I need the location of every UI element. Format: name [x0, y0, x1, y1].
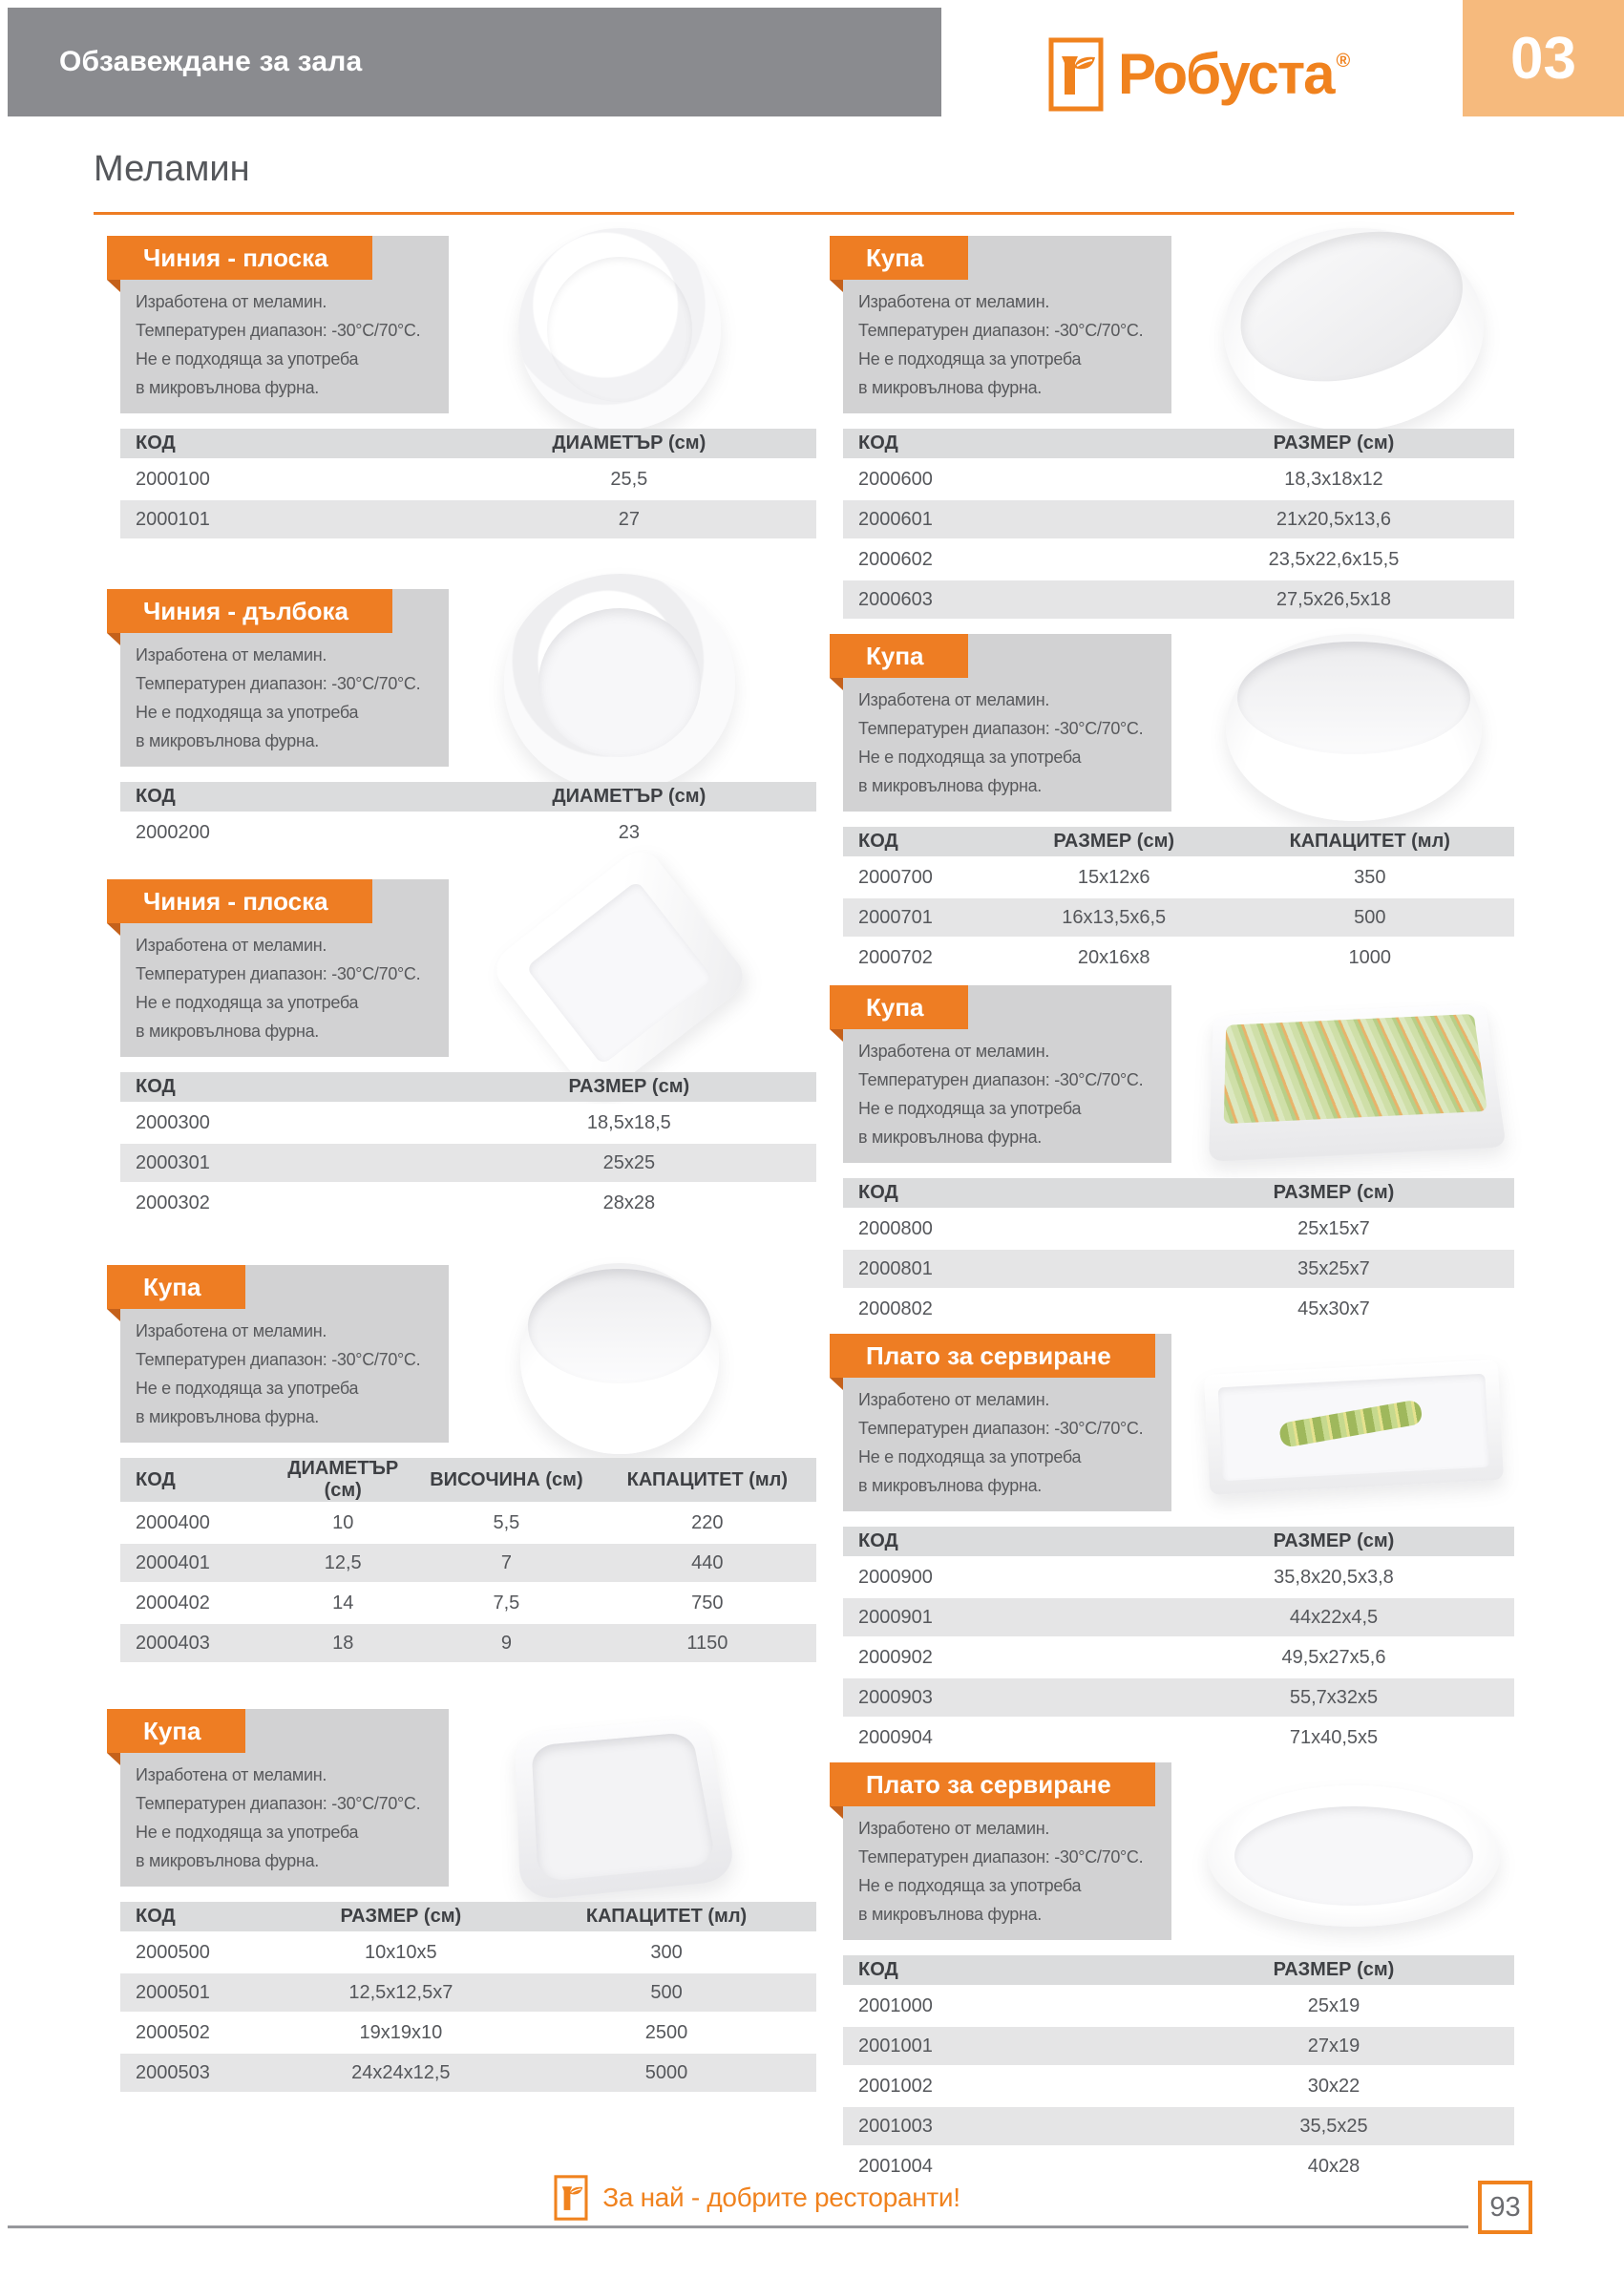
- section-title-ribbon: [107, 1265, 245, 1309]
- spec-cell: 2000200: [120, 813, 442, 852]
- spec-cell: 16x13,5x6,5: [1002, 898, 1226, 937]
- column-header: ДИАМЕТЪР (см): [271, 1458, 414, 1502]
- description-line: Температурен диапазон: -30°C/70°C.: [858, 321, 1144, 340]
- ribbon-fold: [107, 923, 120, 936]
- product-section-bowl-oval: [843, 634, 1514, 979]
- description-line: в микровълнова фурна.: [136, 731, 319, 750]
- spec-cell: 35,8x20,5x3,8: [1153, 1558, 1514, 1596]
- spec-cell: 2000101: [120, 500, 442, 538]
- spec-cell: 2001000: [843, 1987, 1153, 2025]
- table-row: [843, 460, 1514, 498]
- description-line: Температурен диапазон: -30°C/70°C.: [136, 321, 421, 340]
- spec-cell: 750: [599, 1584, 816, 1622]
- spec-cell: 2000802: [843, 1290, 1153, 1328]
- spec-cell: 2000501: [120, 1973, 285, 2012]
- product-section-bowl-slanted: [843, 236, 1514, 621]
- column-header: КОД: [843, 429, 1153, 458]
- page-number: 93: [1489, 2191, 1521, 2223]
- spec-table-header-row: [843, 1178, 1514, 1208]
- section-title-ribbon: [830, 1762, 1155, 1806]
- column-header: КОД: [120, 1458, 271, 1502]
- product-photo-shape: [504, 574, 735, 791]
- section-title-ribbon: [830, 634, 968, 678]
- description-line: Не е подходяща за употреба: [858, 1876, 1082, 1895]
- table-row: [120, 460, 816, 498]
- header-section-title: Обзавеждане за зала: [59, 46, 363, 77]
- spec-table: [843, 1525, 1514, 1759]
- description-line: Изработена от меламин.: [858, 292, 1050, 311]
- ribbon-fold: [830, 1378, 843, 1390]
- table-row: [120, 1933, 816, 1972]
- header-bar: [8, 8, 941, 116]
- section-title: Купа: [866, 243, 924, 272]
- spec-table: [120, 1900, 816, 2094]
- table-row: [843, 858, 1514, 896]
- ribbon-fold: [107, 633, 120, 645]
- product-photo-shape: [518, 228, 721, 431]
- table-row: [843, 1210, 1514, 1248]
- spec-cell: 2000100: [120, 460, 442, 498]
- square-flat-plate-photo: [467, 860, 772, 1085]
- spec-table: [843, 427, 1514, 621]
- description-line: Температурен диапазон: -30°C/70°C.: [136, 1794, 421, 1813]
- ribbon-fold: [830, 1806, 843, 1819]
- spec-cell: 500: [1226, 898, 1514, 937]
- spec-cell: 2000700: [843, 858, 1002, 896]
- product-section-serving-platter-oval: [843, 1762, 1514, 2187]
- ribbon-fold: [107, 1753, 120, 1765]
- page-title: Меламин: [94, 149, 250, 189]
- spec-cell: 440: [599, 1544, 816, 1582]
- spec-cell: 21x20,5x13,6: [1153, 500, 1514, 538]
- product-photo-shape: [1204, 1360, 1504, 1495]
- spec-table: [843, 1953, 1514, 2187]
- spec-table: [843, 825, 1514, 979]
- table-row: [843, 580, 1514, 619]
- section-title: Плато за сервиране: [866, 1770, 1111, 1799]
- spec-cell: 2001003: [843, 2107, 1153, 2145]
- product-section-deep-plate: [120, 589, 816, 854]
- section-title: Купа: [866, 993, 924, 1022]
- description-line: Не е подходяща за употреба: [136, 993, 359, 1012]
- description-line: в микровълнова фурна.: [858, 1476, 1042, 1495]
- section-title: Купа: [143, 1717, 201, 1745]
- section-title: Чиния - плоска: [143, 243, 328, 272]
- spec-cell: 300: [517, 1933, 816, 1972]
- ribbon-fold: [107, 1309, 120, 1321]
- spec-cell: 2000702: [843, 939, 1002, 977]
- table-row: [120, 1584, 816, 1622]
- section-title-ribbon: [830, 1334, 1155, 1378]
- column-header: КОД: [120, 782, 442, 812]
- spec-cell: 2000400: [120, 1504, 271, 1542]
- robusta-r-leaf-logo-icon: [1048, 37, 1104, 112]
- spec-cell: 2000902: [843, 1638, 1153, 1677]
- spec-table: [843, 1176, 1514, 1330]
- column-header: ВИСОЧИНА (см): [414, 1458, 599, 1502]
- spec-cell: 27: [442, 500, 816, 538]
- spec-table-header-row: [843, 827, 1514, 856]
- spec-cell: 15x12x6: [1002, 858, 1226, 896]
- description-line: Не е подходяща за употреба: [136, 1379, 359, 1398]
- spec-cell: 10x10x5: [285, 1933, 517, 1972]
- description-line: Температурен диапазон: -30°C/70°C.: [858, 1070, 1144, 1089]
- spec-cell: 350: [1226, 858, 1514, 896]
- product-section-bowl-round: [120, 1265, 816, 1654]
- product-section-serving-platter-rect: [843, 1334, 1514, 1759]
- column-header: ДИАМЕТЪР (см): [442, 429, 816, 458]
- description-line: Не е подходяща за употреба: [858, 1099, 1082, 1118]
- spec-cell: 23: [442, 813, 816, 852]
- section-title-ribbon: [107, 236, 372, 280]
- column-header: РАЗМЕР (см): [1153, 1955, 1514, 1985]
- spec-cell: 500: [517, 1973, 816, 2012]
- spec-table-header-row: [120, 1072, 816, 1102]
- spec-cell: 12,5: [271, 1544, 414, 1582]
- spec-cell: 2000502: [120, 2014, 285, 2052]
- spec-cell: 71x40,5x5: [1153, 1719, 1514, 1757]
- spec-cell: 2000402: [120, 1584, 271, 1622]
- section-title: Чиния - плоска: [143, 887, 328, 916]
- section-title: Купа: [866, 642, 924, 670]
- spec-cell: 1150: [599, 1624, 816, 1662]
- description-line: Изработена от меламин.: [858, 690, 1050, 709]
- rect-platter-photo: [1201, 1315, 1507, 1539]
- robusta-r-leaf-logo-icon: [554, 2175, 588, 2221]
- spec-cell: 2000903: [843, 1678, 1153, 1717]
- ribbon-fold: [830, 1029, 843, 1042]
- table-row: [120, 500, 816, 538]
- table-row: [120, 1973, 816, 2012]
- table-row: [120, 1184, 816, 1222]
- table-row: [843, 1598, 1514, 1636]
- spec-cell: 18,5x18,5: [442, 1104, 816, 1142]
- spec-cell: 1000: [1226, 939, 1514, 977]
- description-line: Температурен диапазон: -30°C/70°C.: [858, 1847, 1144, 1867]
- spec-cell: 10: [271, 1504, 414, 1542]
- description-line: в микровълнова фурна.: [136, 1851, 319, 1870]
- spec-cell: 5,5: [414, 1504, 599, 1542]
- product-photo-shape: [1226, 634, 1482, 821]
- table-row: [843, 1250, 1514, 1288]
- product-photo-shape: [1208, 1785, 1500, 1927]
- column-header: РАЗМЕР (см): [1153, 429, 1514, 458]
- spec-cell: 2000900: [843, 1558, 1153, 1596]
- spec-cell: 40x28: [1153, 2147, 1514, 2185]
- column-header: РАЗМЕР (см): [1153, 1527, 1514, 1556]
- column-header: КАПАЦИТЕТ (мл): [599, 1458, 816, 1502]
- table-row: [120, 1144, 816, 1182]
- spec-cell: 49,5x27x5,6: [1153, 1638, 1514, 1677]
- spec-cell: 25,5: [442, 460, 816, 498]
- spec-cell: 12,5x12,5x7: [285, 1973, 517, 2012]
- spec-cell: 44x22x4,5: [1153, 1598, 1514, 1636]
- spec-cell: 25x15x7: [1153, 1210, 1514, 1248]
- column-header: КОД: [843, 1955, 1153, 1985]
- spec-cell: 2000701: [843, 898, 1002, 937]
- description-line: Изработена от меламин.: [136, 936, 327, 955]
- spec-cell: 2000500: [120, 1933, 285, 1972]
- spec-cell: 7,5: [414, 1584, 599, 1622]
- spec-table: [120, 1456, 816, 1664]
- spec-cell: 28x28: [442, 1184, 816, 1222]
- section-title: Купа: [143, 1273, 201, 1301]
- spec-cell: 2001002: [843, 2067, 1153, 2105]
- chapter-number: 03: [1510, 25, 1576, 92]
- description-line: Изработена от меламин.: [858, 1042, 1050, 1061]
- spec-cell: 2000503: [120, 2054, 285, 2092]
- spec-cell: 27x19: [1153, 2027, 1514, 2065]
- spec-cell: 2000600: [843, 460, 1153, 498]
- description-line: Изработена от меламин.: [136, 292, 327, 311]
- column-header: КОД: [120, 1072, 442, 1102]
- description-line: Изработено от меламин.: [858, 1819, 1050, 1838]
- section-title: Плато за сервиране: [866, 1341, 1111, 1370]
- spec-cell: 7: [414, 1544, 599, 1582]
- spec-table-header-row: [120, 429, 816, 458]
- spec-cell: 2000403: [120, 1624, 271, 1662]
- spec-cell: 2000300: [120, 1104, 442, 1142]
- product-section-flat-plate-square: [120, 879, 816, 1224]
- table-row: [843, 2027, 1514, 2065]
- column-header: КОД: [120, 429, 442, 458]
- column-header: КОД: [120, 1902, 285, 1931]
- spec-cell: 2000801: [843, 1250, 1153, 1288]
- spec-cell: 18,3x18x12: [1153, 460, 1514, 498]
- oval-bowl-photo: [1201, 615, 1507, 839]
- spec-cell: 25x25: [442, 1144, 816, 1182]
- product-photo-shape: [1209, 1003, 1507, 1161]
- product-photo-shape: [488, 842, 752, 1102]
- table-row: [120, 813, 816, 852]
- description-line: Температурен диапазон: -30°C/70°C.: [136, 1350, 421, 1369]
- brand-name: Робуста ®: [1118, 42, 1349, 106]
- description-line: Не е подходяща за употреба: [858, 349, 1082, 369]
- spec-cell: 14: [271, 1584, 414, 1622]
- spec-cell: 2000904: [843, 1719, 1153, 1757]
- spec-cell: 24x24x12,5: [285, 2054, 517, 2092]
- spec-cell: 2000603: [843, 580, 1153, 619]
- spec-cell: 2000901: [843, 1598, 1153, 1636]
- ribbon-fold: [830, 678, 843, 690]
- table-row: [843, 898, 1514, 937]
- spec-table: [120, 1070, 816, 1224]
- description-line: Температурен диапазон: -30°C/70°C.: [136, 674, 421, 693]
- spec-table-header-row: [120, 1458, 816, 1502]
- spec-cell: 2000800: [843, 1210, 1153, 1248]
- spec-cell: 35x25x7: [1153, 1250, 1514, 1288]
- spec-cell: 19x19x10: [285, 2014, 517, 2052]
- description-line: Изработено от меламин.: [858, 1390, 1050, 1409]
- table-row: [843, 1558, 1514, 1596]
- spec-table: [120, 780, 816, 854]
- spec-cell: 2000601: [843, 500, 1153, 538]
- spec-cell: 9: [414, 1624, 599, 1662]
- description-line: в микровълнова фурна.: [858, 1128, 1042, 1147]
- description-line: Не е подходяща за употреба: [136, 1823, 359, 1842]
- description-line: Температурен диапазон: -30°C/70°C.: [858, 719, 1144, 738]
- column-header: РАЗМЕР (см): [285, 1902, 517, 1931]
- title-underline: [94, 212, 1514, 215]
- table-row: [120, 1504, 816, 1542]
- spec-cell: 2000602: [843, 540, 1153, 579]
- spec-cell: 45x30x7: [1153, 1290, 1514, 1328]
- section-title-ribbon: [107, 1709, 245, 1753]
- product-photo-shape: [515, 1717, 738, 1901]
- round-bowl-photo: [467, 1246, 772, 1470]
- product-section-bowl-rectangular: [843, 985, 1514, 1330]
- spec-cell: 35,5x25: [1153, 2107, 1514, 2145]
- page-number-box: [1478, 2181, 1532, 2234]
- description-line: в микровълнова фурна.: [858, 378, 1042, 397]
- spec-cell: 2001004: [843, 2147, 1153, 2185]
- spec-cell: 2001001: [843, 2027, 1153, 2065]
- description-line: в микровълнова фурна.: [858, 776, 1042, 795]
- section-title-ribbon: [830, 985, 968, 1029]
- round-flat-plate-photo: [467, 217, 772, 441]
- spec-table: [120, 427, 816, 540]
- table-row: [120, 1544, 816, 1582]
- table-row: [120, 1104, 816, 1142]
- table-row: [120, 2054, 816, 2092]
- spec-table-header-row: [120, 782, 816, 812]
- description-line: в микровълнова фурна.: [136, 378, 319, 397]
- table-row: [843, 2107, 1514, 2145]
- product-section-bowl-square: [120, 1709, 816, 2094]
- column-header: ДИАМЕТЪР (см): [442, 782, 816, 812]
- column-header: КОД: [843, 1178, 1153, 1208]
- column-header: КАПАЦИТЕТ (мл): [517, 1902, 816, 1931]
- product-section-flat-plate-round: [120, 236, 816, 540]
- description-line: Не е подходяща за употреба: [136, 349, 359, 369]
- spec-table-header-row: [120, 1902, 816, 1931]
- rect-salad-bowl-photo: [1201, 966, 1507, 1191]
- spec-cell: 220: [599, 1504, 816, 1542]
- spec-cell: 2000401: [120, 1544, 271, 1582]
- description-line: Температурен диапазон: -30°C/70°C.: [136, 964, 421, 983]
- description-line: Не е подходяща за употреба: [858, 748, 1082, 767]
- spec-cell: 55,7x32x5: [1153, 1678, 1514, 1717]
- column-header: КАПАЦИТЕТ (мл): [1226, 827, 1514, 856]
- table-row: [843, 1638, 1514, 1677]
- description-line: Не е подходяща за употреба: [858, 1447, 1082, 1466]
- description-line: Не е подходяща за употреба: [136, 703, 359, 722]
- spec-cell: 27,5x26,5x18: [1153, 580, 1514, 619]
- description-line: Изработена от меламин.: [136, 1321, 327, 1340]
- description-line: в микровълнова фурна.: [858, 1905, 1042, 1924]
- spec-cell: 2000301: [120, 1144, 442, 1182]
- spec-cell: 2000302: [120, 1184, 442, 1222]
- description-line: Изработена от меламин.: [136, 645, 327, 664]
- ribbon-fold: [830, 280, 843, 292]
- column-header: КОД: [843, 827, 1002, 856]
- spec-cell: 23,5x22,6x15,5: [1153, 540, 1514, 579]
- spec-table-header-row: [843, 1955, 1514, 1985]
- slanted-bowl-photo: [1201, 217, 1507, 441]
- spec-cell: 30x22: [1153, 2067, 1514, 2105]
- table-row: [843, 1987, 1514, 2025]
- table-row: [843, 500, 1514, 538]
- footer-slogan: За най - добрите ресторанти!: [602, 2183, 960, 2212]
- spec-cell: 2500: [517, 2014, 816, 2052]
- column-header: РАЗМЕР (см): [1002, 827, 1226, 856]
- section-title-ribbon: [107, 589, 392, 633]
- spec-table-header-row: [843, 429, 1514, 458]
- brand-logo: [1048, 34, 1348, 115]
- description-line: Температурен диапазон: -30°C/70°C.: [858, 1419, 1144, 1438]
- footer-rule: [8, 2225, 1468, 2228]
- spec-cell: 20x16x8: [1002, 939, 1226, 977]
- footer: [0, 2173, 1514, 2223]
- ribbon-fold: [107, 280, 120, 292]
- registered-mark-icon: ®: [1336, 51, 1349, 72]
- table-row: [843, 2067, 1514, 2105]
- table-row: [120, 2014, 816, 2052]
- table-row: [843, 1678, 1514, 1717]
- section-title: Чиния - дълбока: [143, 597, 348, 625]
- spec-cell: 5000: [517, 2054, 816, 2092]
- product-photo-shape: [520, 1263, 719, 1454]
- square-bowl-photo: [467, 1690, 772, 1914]
- description-line: в микровълнова фурна.: [136, 1407, 319, 1426]
- description-line: Изработена от меламин.: [136, 1765, 327, 1784]
- oval-platter-photo: [1201, 1743, 1507, 1968]
- column-header: РАЗМЕР (см): [1153, 1178, 1514, 1208]
- spec-cell: 25x19: [1153, 1987, 1514, 2025]
- spec-table-header-row: [843, 1527, 1514, 1556]
- product-photo-shape: [1219, 221, 1489, 437]
- chapter-number-box: [1463, 0, 1624, 116]
- spec-cell: 18: [271, 1624, 414, 1662]
- column-header: КОД: [843, 1527, 1153, 1556]
- description-line: в микровълнова фурна.: [136, 1022, 319, 1041]
- section-title-ribbon: [107, 879, 372, 923]
- section-title-ribbon: [830, 236, 968, 280]
- table-row: [843, 540, 1514, 579]
- column-header: РАЗМЕР (см): [442, 1072, 816, 1102]
- table-row: [120, 1624, 816, 1662]
- round-deep-plate-photo: [467, 570, 772, 794]
